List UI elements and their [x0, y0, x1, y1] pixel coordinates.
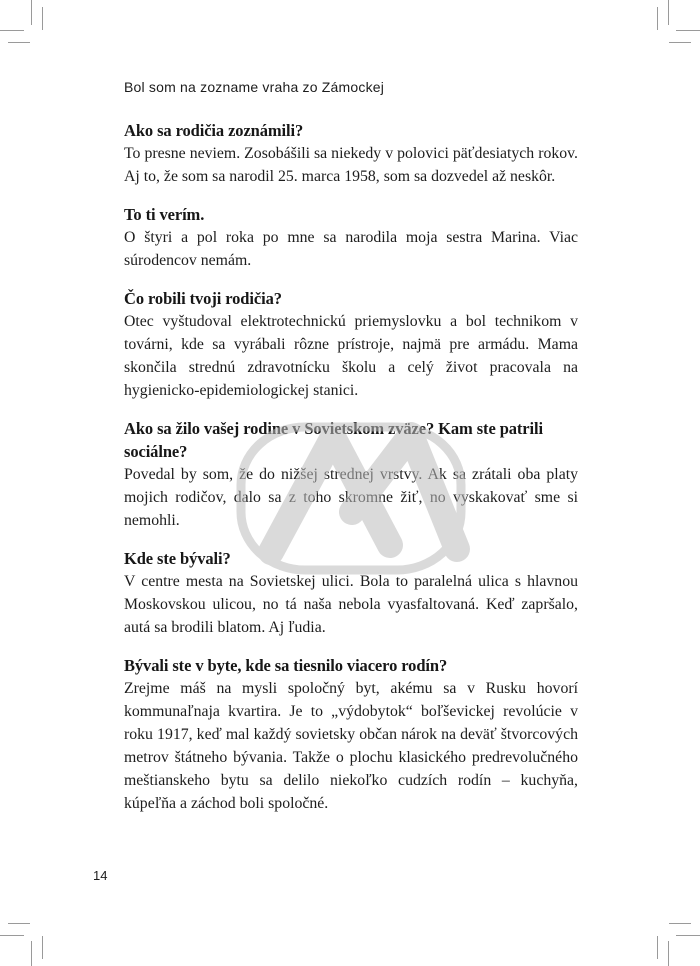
question-heading: Čo robili tvoji rodičia? — [124, 289, 282, 308]
text-column — [124, 119, 578, 815]
crop-mark — [8, 923, 30, 924]
crop-mark — [657, 7, 658, 30]
crop-mark — [0, 30, 24, 31]
crop-mark — [42, 7, 43, 30]
page-number: 14 — [93, 868, 108, 883]
qa-block — [124, 119, 578, 188]
crop-mark — [669, 923, 691, 924]
question-heading: Ako sa rodičia zoznámili? — [124, 121, 304, 140]
qa-block — [124, 417, 578, 532]
qa-block — [124, 654, 578, 815]
crop-mark — [669, 42, 691, 43]
answer-paragraph: To presne neviem. Zosobášili sa niekedy v polovici päťdesiatych rokov. Aj to, že som sa narodil 25. marca 1958, som sa dozvedel až neskôr. — [124, 145, 578, 185]
answer-paragraph: Otec vyštudoval elektrotechnickú priemyslovku a bol technikom v továrni, kde sa vyrábali rôzne prístroje, najmä pre armádu. Mama skončila strednú zdravotnícku školu a celý život pracovala na hygienicko-epidemiologickej stanici. — [124, 313, 578, 399]
qa-block — [124, 547, 578, 639]
crop-mark — [31, 0, 32, 25]
qa-block — [124, 287, 578, 402]
question-heading: Ako sa žilo vašej rodine v Sovietskom zväze? Kam ste patrili sociálne? — [124, 419, 543, 461]
crop-mark — [676, 30, 700, 31]
question-heading: Kde ste bývali? — [124, 549, 231, 568]
crop-mark — [668, 0, 669, 25]
answer-paragraph: V centre mesta na Sovietskej ulici. Bola to paralelná ulica s hlavnou Moskovskou ulicou, no tá naša nebola vyasfaltovaná. Keď zapršalo, autá sa brodili blatom. Aj ľudia. — [124, 573, 578, 636]
crop-mark — [8, 42, 30, 43]
crop-mark — [0, 935, 24, 936]
crop-mark — [657, 936, 658, 959]
answer-paragraph: O štyri a pol roka po mne sa narodila moja sestra Marina. Viac súrodencov nemám. — [124, 229, 578, 269]
crop-mark — [676, 935, 700, 936]
crop-mark — [42, 936, 43, 959]
crop-mark — [668, 941, 669, 966]
answer-paragraph: Zrejme máš na mysli spoločný byt, akému sa v Rusku hovorí kommunaľnaja kvartira. Je to „výdobytok“ boľševickej revolúcie v roku 1917, keď mal každý sovietsky občan nárok na deväť štvorcových metrov štátneho bývania. Takže o plochu klasického predrevolučného meštianskeho bytu sa delilo niekoľko cudzích rodín – kuchyňa, kúpeľňa a záchod boli spoločné. — [124, 680, 578, 812]
qa-block — [124, 203, 578, 272]
answer-paragraph: Povedal by som, že do nižšej strednej vrstvy. Ak sa zrátali oba platy mojich rodičov, dalo sa z toho skromne žiť, no vyskakovať sme si nemohli. — [124, 466, 578, 529]
question-heading: Bývali ste v byte, kde sa tiesnilo viacero rodín? — [124, 656, 448, 675]
crop-mark — [31, 941, 32, 966]
running-header: Bol som na zozname vraha zo Zámockej — [124, 79, 385, 95]
question-heading: To ti verím. — [124, 205, 205, 224]
